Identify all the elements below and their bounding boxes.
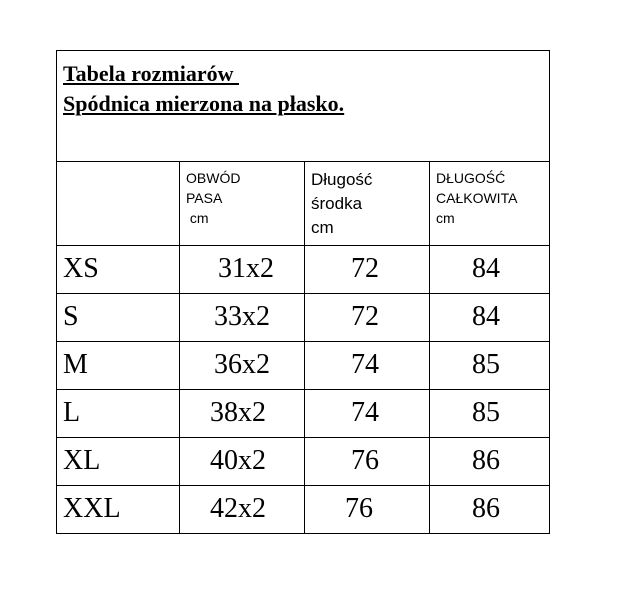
waist-cell <box>180 486 305 534</box>
waist-cell <box>180 390 305 438</box>
size-cell <box>57 438 180 486</box>
size-label: S <box>63 301 79 332</box>
center-length-cell <box>305 438 430 486</box>
table-row <box>57 486 550 534</box>
header-total-length-cell <box>430 162 550 246</box>
size-label: M <box>63 349 88 380</box>
total-length-value: 85 <box>472 397 500 428</box>
total-length-cell <box>430 438 550 486</box>
total-length-cell <box>430 342 550 390</box>
header-total-line2: CAŁKOWITA <box>436 190 518 206</box>
size-cell <box>57 294 180 342</box>
center-length-value: 76 <box>345 493 373 524</box>
header-center-line2: środka <box>311 194 363 213</box>
center-length-value: 76 <box>351 445 379 476</box>
header-center-line1: Długość <box>311 170 373 189</box>
header-waist-line2: PASA <box>186 190 223 206</box>
header-center-length-cell <box>305 162 430 246</box>
center-length-value: 74 <box>351 397 379 428</box>
table-row <box>57 390 550 438</box>
size-label: L <box>63 397 81 428</box>
waist-value: 38x2 <box>210 397 266 428</box>
header-size-cell <box>57 162 180 246</box>
header-waist-cell <box>180 162 305 246</box>
center-length-cell <box>305 486 430 534</box>
total-length-value: 84 <box>472 253 500 284</box>
waist-value: 42x2 <box>210 493 266 524</box>
waist-cell <box>180 294 305 342</box>
center-length-cell <box>305 294 430 342</box>
table-row <box>57 294 550 342</box>
center-length-value: 72 <box>351 301 379 332</box>
waist-value: 36x2 <box>214 349 270 380</box>
total-length-value: 84 <box>472 301 500 332</box>
size-label: XXL <box>63 493 121 524</box>
waist-value: 33x2 <box>214 301 270 332</box>
size-cell <box>57 246 180 294</box>
total-length-value: 85 <box>472 349 500 380</box>
table-row <box>57 342 550 390</box>
center-length-value: 72 <box>351 253 379 284</box>
size-cell <box>57 390 180 438</box>
table-row <box>57 246 550 294</box>
header-row <box>57 162 550 246</box>
header-total-line1: DŁUGOŚĆ <box>436 170 506 186</box>
total-length-cell <box>430 294 550 342</box>
waist-value: 40x2 <box>210 445 266 476</box>
table-row <box>57 438 550 486</box>
header-waist-unit: cm <box>186 210 209 226</box>
size-chart-table <box>56 50 550 534</box>
total-length-cell <box>430 486 550 534</box>
total-length-cell <box>430 390 550 438</box>
waist-cell <box>180 246 305 294</box>
total-length-value: 86 <box>472 493 500 524</box>
size-label: XL <box>63 445 101 476</box>
center-length-cell <box>305 246 430 294</box>
waist-cell <box>180 438 305 486</box>
waist-value: 31x2 <box>218 253 274 284</box>
center-length-value: 74 <box>351 349 379 380</box>
total-length-value: 86 <box>472 445 500 476</box>
header-total-unit: cm <box>436 210 455 226</box>
header-center-unit: cm <box>311 218 334 237</box>
header-waist-line1: OBWÓD <box>186 170 241 186</box>
center-length-cell <box>305 342 430 390</box>
size-label: XS <box>63 253 99 284</box>
chart-title: Tabela rozmiarów <box>63 61 239 86</box>
chart-subtitle: Spódnica mierzona na płasko. <box>63 91 345 116</box>
size-cell <box>57 342 180 390</box>
center-length-cell <box>305 390 430 438</box>
waist-cell <box>180 342 305 390</box>
title-cell <box>57 51 550 162</box>
total-length-cell <box>430 246 550 294</box>
size-cell <box>57 486 180 534</box>
